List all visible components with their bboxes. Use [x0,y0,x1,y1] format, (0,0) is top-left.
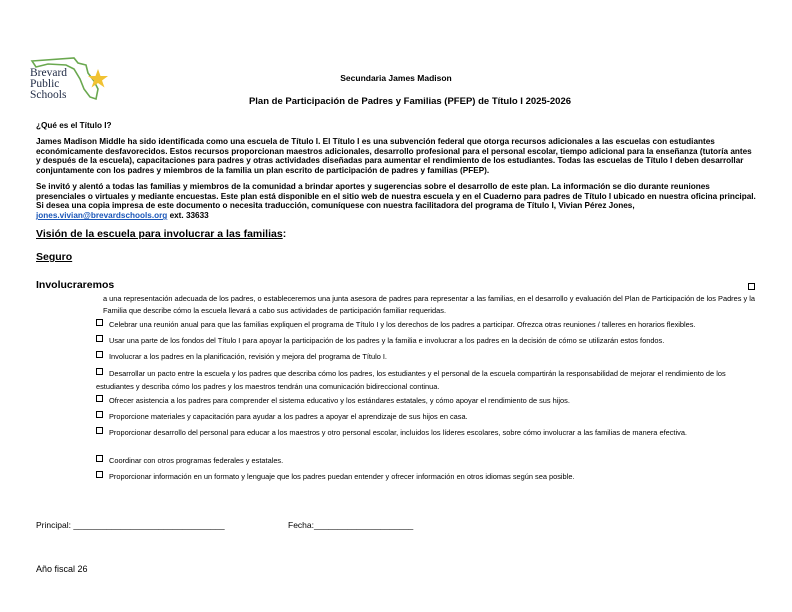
school-name: Secundaria James Madison [340,73,452,83]
list-item: Desarrollar un pacto entre la escuela y los padres que describa cómo los padres, los estudiantes y el personal de la escuela compartirán la responsabilidad de mejorar el rendimiento de los estudiantes y describa cómo los padres y los maestros tendrán una comunicación bidireccional continua. [96,369,726,391]
list-item: Proporcione materiales y capacitación para ayudar a los padres a apoyar el aprendizaje de sus hijos en casa. [96,411,761,424]
date-signature: Fecha:_____________________ [288,520,414,530]
fiscal-year: Año fiscal 26 [36,564,88,574]
list-item: Celebrar una reunión anual para que las familias expliquen el programa de Título I y los derechos de los padres a participar. Ofrezca otras reuniones / talleres en horarios flexibles. [96,319,761,332]
list-item: Ofrecer asistencia a los padres para comprender el sistema educativo y los estándares estatales, y cómo apoyar el rendimiento de sus hijos. [96,395,761,408]
vision-heading: Visión de la escuela para involucrar a las familias: [36,228,287,240]
title-one-question: ¿Qué es el Título I? [36,121,112,130]
list-item: Usar una parte de los fondos del Título I para apoyar la participación de los padres y la familia e involucrar a los padres en la decisión de cómo se utilizarán estos fondos. [96,335,761,348]
involve-checkbox[interactable] [748,283,755,290]
checkbox[interactable] [96,351,103,358]
checkbox[interactable] [96,411,103,418]
list-item: Involucrar a los padres en la planificación, revisión y mejora del programa de Título I. [96,351,761,364]
involve-lead-text: a una representación adecuada de los padres, o estableceremos una junta asesora de padres para representar a las familias, en el desarrollo y evaluación del Plan de Participación de los Padres y la Familia que describe cómo la escuela llevará a cabo sus actividades de participación familiar requeridas. [103,294,756,315]
logo-text: Brevard Public Schools [30,67,68,101]
intro-paragraph-2: Se invitó y alentó a todas las familias y miembros de la comunidad a brindar aportes y sugerencias sobre el desarrollo de este plan. La información se dio durante reuniones presenciales o virtuales y mediante encuestas. Este plan está disponible en el sitio web de nuestra escuela y en el Cuaderno para padres de Título I ubicado en nuestra oficina principal. Si desea una copia impresa de este documento o necesita traducción, comuníquese con nuestra facilitadora del programa de Título I, Vivian Pérez Jones, jones.vivian@brevardschools.org ext. 33633 [36,182,756,221]
intro-paragraph-1: James Madison Middle ha sido identificada como una escuela de Título I. El Título I es una subvención federal que otorga recursos adicionales a las escuelas con estudiantes económicamente desfavorecidos. Estos recursos proporcionan maestros adicionales, desarrollo profesional para el personal escolar, tiempo adicional para la enseñanza (tutoría antes y después de la escuela), capacitaciones para padres y otras actividades diseñadas para aumentar el rendimiento de los estudiantes. Todas las escuelas de Título I deben desarrollar conjuntamente con los padres y miembros de la familia un plan escrito de participación de padres y familias (PFEP). [36,137,752,176]
facilitator-email-link[interactable]: jones.vivian@brevardschools.org [36,211,168,221]
checkbox[interactable] [96,395,103,402]
list-item: Proporcionar desarrollo del personal para educar a los maestros y otro personal escolar, incluidos los líderes escolares, sobre cómo involucrar a las familias de manera efectiva. [90,426,750,439]
principal-signature: Principal: ________________________________ [36,520,225,530]
checkbox[interactable] [96,368,103,375]
plan-title: Plan de Participación de Padres y Familias (PFEP) de Título I 2025-2026 [248,96,572,107]
checkbox[interactable] [96,455,103,462]
list-item: Proporcionar información en un formato y lenguaje que los padres puedan entender y ofrecer información en otros idiomas según sea posible. [96,471,761,484]
checkbox[interactable] [96,335,103,342]
checkbox[interactable] [96,319,103,326]
vision-value: Seguro [36,251,73,263]
checkbox[interactable] [96,427,103,434]
involve-heading: Involucraremos [36,279,115,291]
list-item: Coordinar con otros programas federales y estatales. [96,455,761,468]
checkbox[interactable] [96,471,103,478]
